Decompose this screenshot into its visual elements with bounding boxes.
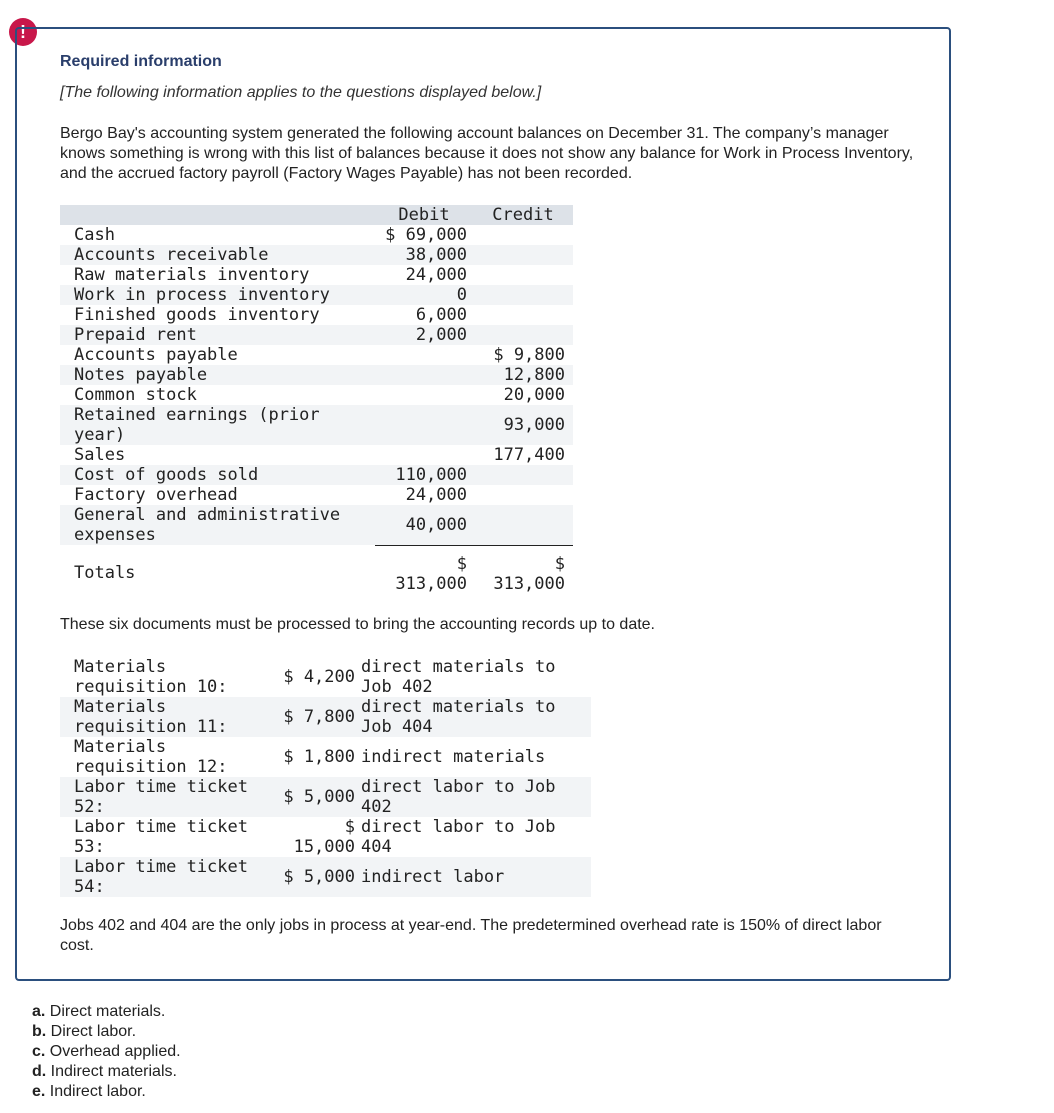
credit-amount bbox=[473, 485, 573, 505]
table-row bbox=[60, 245, 573, 265]
required-information-title: Required information bbox=[60, 53, 222, 70]
account-balances-table bbox=[60, 205, 573, 594]
document-amount: $ 15,000 bbox=[293, 817, 355, 857]
option-item bbox=[32, 1062, 181, 1082]
document-row bbox=[60, 697, 591, 737]
document-amount: $ 7,800 bbox=[275, 697, 355, 737]
option-letter: c. bbox=[32, 1043, 46, 1060]
documents-intro: These six documents must be processed to bring the accounting records up to date. bbox=[60, 616, 655, 633]
debit-amount: 0 bbox=[375, 285, 473, 305]
table-row bbox=[60, 405, 573, 445]
credit-amount: 177,400 bbox=[493, 445, 565, 465]
account-name: Work in process inventory bbox=[60, 285, 375, 305]
problem-intro: Bergo Bay's accounting system generated the following account balances on December 31. The company’s manager knows something is wrong with this list of balances because it does not show any balance for Work in Process Inventory, and the accrued factory payroll (Factory Wages Payable) has not been recorded. bbox=[60, 125, 914, 182]
document-description: direct labor to Job 404 bbox=[361, 817, 556, 857]
document-name: Labor time ticket 54: bbox=[60, 857, 275, 897]
option-item bbox=[32, 1042, 181, 1062]
credit-amount bbox=[473, 505, 573, 545]
documents-table bbox=[60, 657, 591, 897]
credit-column-header: Credit bbox=[473, 205, 573, 225]
credit-amount bbox=[473, 245, 573, 265]
document-amount: $ 1,800 bbox=[283, 747, 355, 767]
credit-amount bbox=[473, 225, 573, 245]
account-name: Sales bbox=[74, 445, 126, 465]
debit-amount: 24,000 bbox=[405, 485, 467, 505]
applies-note: [The following information applies to the questions displayed below.] bbox=[60, 84, 542, 101]
table-row bbox=[60, 285, 573, 305]
account-name: Factory overhead bbox=[74, 485, 238, 505]
option-text: Direct materials. bbox=[49, 1003, 166, 1020]
debit-amount bbox=[375, 385, 473, 405]
document-amount: $ 5,000 bbox=[275, 777, 355, 817]
account-name: Accounts receivable bbox=[60, 245, 375, 265]
document-row bbox=[60, 817, 591, 857]
table-row bbox=[60, 365, 573, 385]
account-name: Common stock bbox=[74, 385, 197, 405]
alert-icon: ! bbox=[9, 18, 37, 46]
option-text: Overhead applied. bbox=[49, 1043, 181, 1060]
table-row bbox=[60, 445, 573, 465]
credit-amount bbox=[473, 465, 573, 485]
account-name: Cost of goods sold bbox=[60, 465, 375, 485]
debit-amount: 110,000 bbox=[375, 465, 473, 485]
option-letter: a. bbox=[32, 1003, 46, 1020]
credit-amount: 20,000 bbox=[503, 385, 565, 405]
option-text: Indirect labor. bbox=[49, 1083, 146, 1100]
option-text: Indirect materials. bbox=[50, 1063, 177, 1080]
account-name: Cash bbox=[74, 225, 115, 245]
table-row bbox=[60, 345, 573, 365]
required-information-panel bbox=[15, 27, 951, 981]
option-item bbox=[32, 1022, 181, 1042]
table-row bbox=[60, 225, 573, 245]
credit-amount: 12,800 bbox=[473, 365, 573, 385]
total-credit: $ 313,000 bbox=[473, 545, 573, 594]
debit-amount bbox=[375, 445, 473, 465]
table-row bbox=[60, 485, 573, 505]
debit-amount: 2,000 bbox=[375, 325, 473, 345]
debit-amount: $ 69,000 bbox=[385, 225, 467, 245]
document-row bbox=[60, 857, 591, 897]
document-description: direct materials to Job 402 bbox=[361, 657, 556, 697]
table-row bbox=[60, 305, 573, 325]
credit-amount bbox=[473, 285, 573, 305]
debit-amount: 24,000 bbox=[405, 265, 467, 285]
account-name: Retained earnings (prior year) bbox=[60, 405, 375, 445]
document-name: Materials requisition 12: bbox=[74, 737, 228, 777]
answer-options-list bbox=[32, 1002, 181, 1102]
table-header-row bbox=[60, 205, 573, 225]
option-item bbox=[32, 1082, 181, 1102]
account-name: Prepaid rent bbox=[60, 325, 375, 345]
totals-row bbox=[60, 545, 573, 594]
credit-amount bbox=[473, 325, 573, 345]
account-name: Accounts payable bbox=[74, 345, 238, 365]
document-row bbox=[60, 737, 591, 777]
document-amount: $ 5,000 bbox=[275, 857, 355, 897]
table-row bbox=[60, 385, 573, 405]
account-name: Raw materials inventory bbox=[74, 265, 310, 285]
document-description: indirect labor bbox=[355, 857, 591, 897]
account-name: Finished goods inventory bbox=[74, 305, 320, 325]
table-row bbox=[60, 325, 573, 345]
option-letter: d. bbox=[32, 1063, 47, 1080]
debit-amount: 6,000 bbox=[415, 305, 467, 325]
document-name: Labor time ticket 53: bbox=[74, 817, 248, 857]
document-amount: $ 4,200 bbox=[283, 667, 355, 687]
debit-amount bbox=[375, 365, 473, 385]
account-column-header bbox=[60, 205, 375, 225]
credit-amount bbox=[473, 305, 573, 325]
totals-label: Totals bbox=[60, 545, 375, 594]
table-row bbox=[60, 465, 573, 485]
jobs-note: Jobs 402 and 404 are the only jobs in process at year-end. The predetermined overhead rate is 150% of direct labor cost. bbox=[60, 917, 882, 954]
debit-column-header: Debit bbox=[375, 205, 473, 225]
credit-amount bbox=[473, 265, 573, 285]
option-text: Direct labor. bbox=[50, 1023, 137, 1040]
option-item bbox=[32, 1002, 181, 1022]
option-letter: b. bbox=[32, 1023, 47, 1040]
document-description: direct materials to Job 404 bbox=[355, 697, 591, 737]
document-description: indirect materials bbox=[361, 747, 546, 767]
document-name: Materials requisition 10: bbox=[74, 657, 228, 697]
table-row bbox=[60, 265, 573, 285]
document-name: Materials requisition 11: bbox=[60, 697, 275, 737]
total-debit: $ 313,000 bbox=[375, 545, 473, 594]
account-name: Notes payable bbox=[60, 365, 375, 385]
document-name: Labor time ticket 52: bbox=[60, 777, 275, 817]
option-letter: e. bbox=[32, 1083, 46, 1100]
debit-amount bbox=[375, 345, 473, 365]
credit-amount: $ 9,800 bbox=[493, 345, 565, 365]
document-row bbox=[60, 777, 591, 817]
document-row bbox=[60, 657, 591, 697]
debit-amount: 38,000 bbox=[375, 245, 473, 265]
credit-amount: 93,000 bbox=[473, 405, 573, 445]
account-name: General and administrative expenses bbox=[60, 505, 375, 545]
document-description: direct labor to Job 402 bbox=[355, 777, 591, 817]
table-row bbox=[60, 505, 573, 545]
debit-amount: 40,000 bbox=[375, 505, 473, 545]
debit-amount bbox=[375, 405, 473, 445]
